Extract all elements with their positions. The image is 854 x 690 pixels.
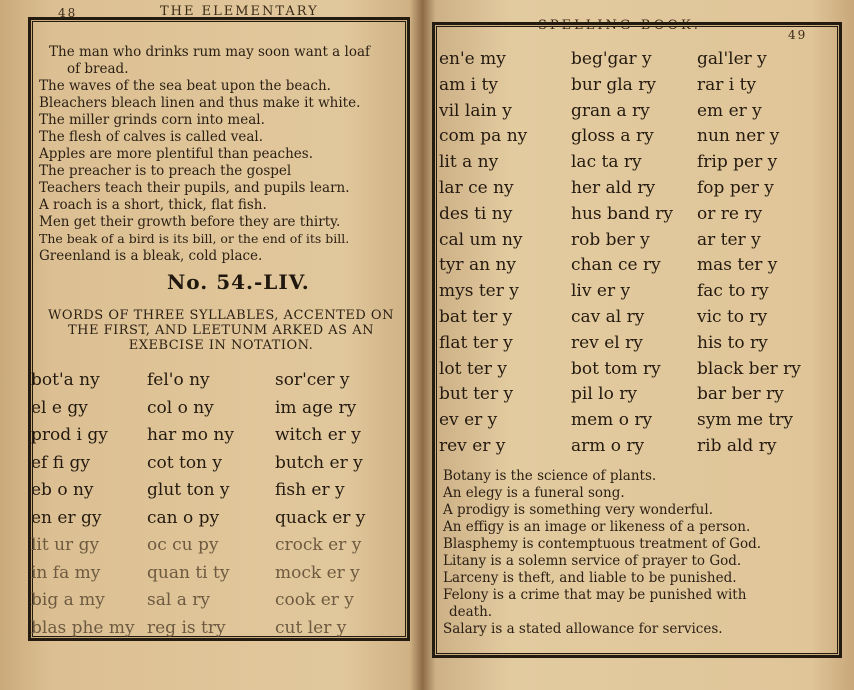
word-entry: am i ty — [439, 74, 498, 95]
word-entry: oc cu py — [147, 535, 219, 555]
word-entry: tyr an ny — [439, 255, 517, 276]
sentence: Blasphemy is contemptuous treatment of God. — [443, 536, 762, 552]
sentence: Men get their growth before they are thirty. — [39, 214, 341, 230]
running-head: THE ELEMENTARY — [160, 4, 319, 19]
sentence: The man who drinks rum may soon want a loaf — [49, 44, 371, 60]
word-entry: el e gy — [31, 397, 88, 418]
word-entry: frip per y — [697, 152, 778, 173]
word-entry: cook er y — [275, 590, 354, 610]
page-frame — [432, 22, 842, 658]
sentence: Salary is a stated allowance for services. — [443, 621, 723, 637]
word-entry: quan ti ty — [147, 562, 230, 583]
word-entry: can o py — [147, 507, 220, 528]
left-page — [0, 0, 420, 690]
word-entry: sor'cer y — [275, 370, 350, 390]
word-entry: bur gla ry — [571, 74, 656, 95]
word-entry: lot ter y — [439, 358, 507, 379]
word-entry: pil lo ry — [571, 384, 637, 405]
sentence: A roach is a short, thick, flat fish. — [39, 197, 267, 213]
word-entry: crock er y — [275, 535, 362, 555]
word-entry: rev er y — [439, 436, 506, 456]
word-entry: rib ald ry — [697, 436, 777, 456]
word-entry: em er y — [697, 100, 762, 121]
word-entry: com pa ny — [439, 126, 528, 147]
sentence: The miller grinds corn into meal. — [39, 112, 265, 128]
word-entry: blas phe my — [31, 617, 135, 638]
word-entry: fel'o ny — [147, 370, 210, 390]
word-entry: fop per y — [697, 178, 774, 198]
sentence: An effigy is an image or likeness of a person. — [443, 519, 751, 535]
word-entry: har mo ny — [147, 425, 234, 445]
word-entry: beg'gar y — [571, 49, 652, 69]
sentence: Felony is a crime that may be punished with — [443, 587, 747, 603]
word-entry: arm o ry — [571, 436, 645, 456]
word-entry: or re ry — [697, 203, 763, 224]
word-entry: lac ta ry — [571, 152, 642, 173]
word-entry: liv er y — [571, 281, 631, 302]
word-entry: des ti ny — [439, 203, 513, 224]
word-entry: gloss a ry — [571, 126, 654, 147]
word-entry: butch er y — [275, 452, 363, 473]
word-entry: her ald ry — [571, 178, 656, 198]
sentence: An elegy is a funeral song. — [443, 485, 625, 501]
sentence: Botany is the science of plants. — [443, 468, 657, 484]
word-entry: in fa my — [31, 562, 101, 583]
sentence: of bread. — [67, 61, 129, 77]
word-entry: fish er y — [275, 480, 345, 500]
sentence: The beak of a bird is its bill, or the end of its bill. — [39, 231, 350, 246]
word-entry: lar ce ny — [439, 178, 514, 198]
word-entry: big a my — [31, 590, 105, 610]
word-entry: im age ry — [275, 397, 357, 418]
word-entry: vic to ry — [697, 307, 768, 327]
sentence: The waves of the sea beat upon the beach. — [39, 78, 331, 94]
word-entry: gal'ler y — [697, 49, 767, 69]
right-page — [420, 0, 854, 690]
word-entry: bot tom ry — [571, 358, 661, 379]
word-entry: eb o ny — [31, 480, 94, 500]
word-entry: hus band ry — [571, 203, 674, 224]
running-head: SPELLING-BOOK. — [538, 18, 701, 33]
sentence: Greenland is a bleak, cold place. — [39, 248, 263, 264]
word-entry: cav al ry — [571, 307, 645, 327]
sentence: Litany is a solemn service of prayer to God. — [443, 553, 742, 569]
word-entry: chan ce ry — [571, 255, 661, 276]
word-entry: ar ter y — [697, 229, 761, 250]
word-entry: lit a ny — [439, 152, 499, 173]
word-entry: nun ner y — [697, 126, 780, 147]
word-entry: en er gy — [31, 507, 102, 528]
page-frame — [28, 17, 410, 641]
sentence: Apples are more plentiful than peaches. — [39, 146, 313, 162]
word-entry: mock er y — [275, 562, 360, 583]
sentence: The preacher is to preach the gospel — [39, 163, 292, 179]
word-entry: flat ter y — [439, 332, 513, 353]
word-entry: rob ber y — [571, 229, 650, 250]
word-entry: ef fi gy — [31, 452, 90, 473]
word-entry: glut ton y — [147, 480, 230, 500]
word-entry: sym me try — [697, 410, 793, 431]
word-entry: cut ler y — [275, 617, 347, 638]
word-entry: sal a ry — [147, 590, 210, 610]
sentence: A prodigy is something very wonderful. — [443, 502, 713, 518]
word-entry: bot'a ny — [31, 370, 100, 390]
sentence: Bleachers bleach linen and thus make it white. — [39, 95, 361, 111]
word-entry: witch er y — [275, 425, 361, 445]
word-entry: mys ter y — [439, 281, 519, 302]
lesson-title: No. 54.-LIV. — [167, 270, 310, 294]
sentence: Teachers teach their pupils, and pupils learn. — [39, 180, 350, 196]
word-entry: rev el ry — [571, 332, 643, 353]
word-entry: prod i gy — [31, 425, 108, 445]
sentence: Larceny is theft, and liable to be punished. — [443, 570, 737, 586]
word-entry: cot ton y — [147, 452, 223, 473]
word-entry: fac to ry — [697, 281, 769, 302]
word-entry: bar ber ry — [697, 384, 784, 405]
word-entry: rar i ty — [697, 74, 757, 95]
word-entry: quack er y — [275, 507, 366, 528]
sentence: The flesh of calves is called veal. — [39, 129, 264, 145]
word-entry: mem o ry — [571, 410, 653, 431]
word-entry: gran a ry — [571, 100, 650, 121]
word-entry: cal um ny — [439, 229, 523, 250]
lesson-description: WORDS OF THREE SYLLABLES, ACCENTED ON THE FIRST, AND LEETUNM ARKED AS AN EXEBCISE IN NOTATION. — [48, 308, 394, 353]
word-entry: mas ter y — [697, 255, 778, 276]
word-entry: bat ter y — [439, 307, 513, 327]
word-entry: but ter y — [439, 384, 514, 405]
page-number: 49 — [788, 28, 808, 42]
word-entry: black ber ry — [697, 358, 801, 379]
word-entry: reg is try — [147, 617, 226, 638]
word-entry: en'e my — [439, 49, 506, 69]
word-entry: lit ur gy — [31, 535, 100, 555]
word-entry: col o ny — [147, 397, 214, 418]
word-entry: ev er y — [439, 410, 498, 431]
sentence: death. — [449, 604, 493, 620]
word-entry: vil lain y — [439, 100, 512, 121]
page-number: 48 — [58, 6, 78, 20]
word-entry: his to ry — [697, 332, 768, 353]
